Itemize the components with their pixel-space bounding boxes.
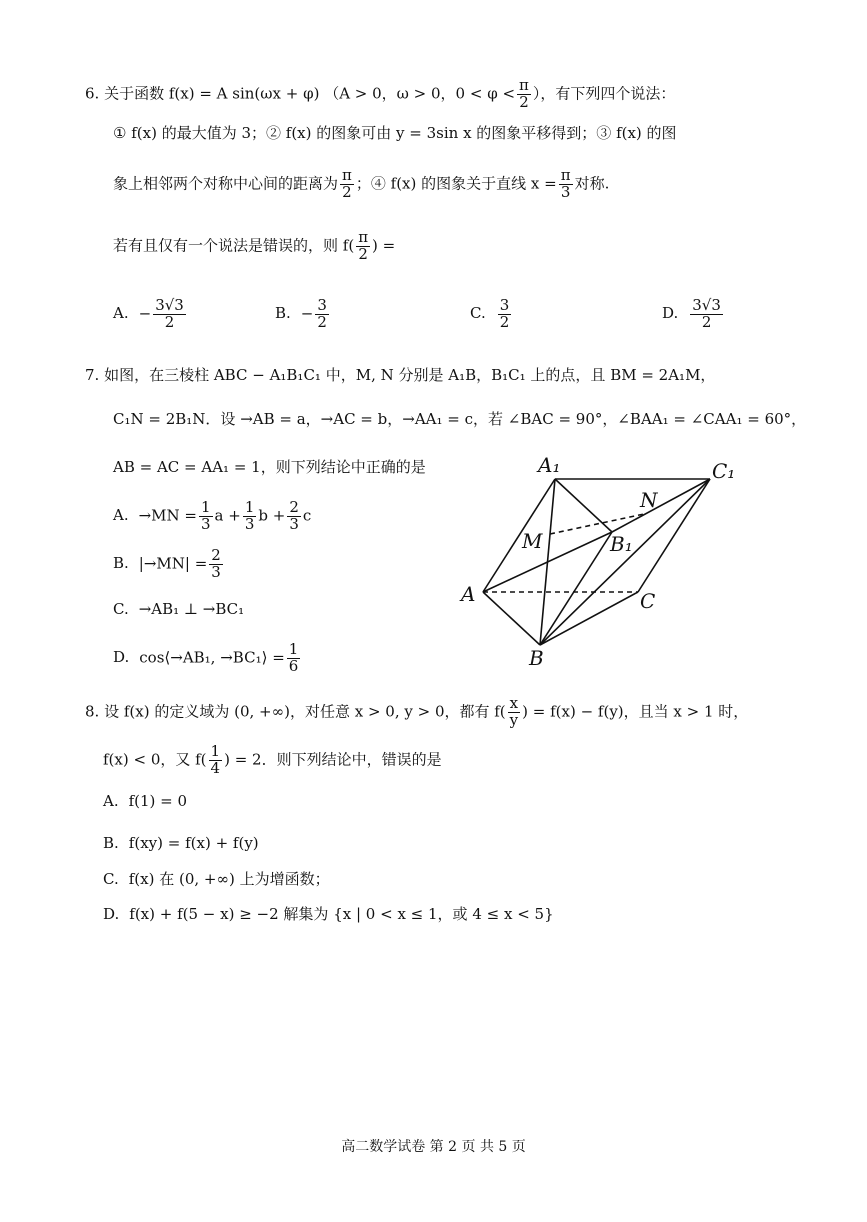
label-a1: A₁ xyxy=(538,453,561,477)
q8-stem-line1: 8. 设 f(x) 的定义域为 (0, +∞)，对任意 x > 0, y > 0，都有 f( $\frac{x}{y}$ ) = f(x) − f(y)，且当 x > 1 时， xyxy=(85,694,749,729)
q7-option-c: C. →AB₁ ⊥ →BC₁ xyxy=(113,600,245,618)
q7-option-b: B. |→MN| = $\frac{2}{3}$ xyxy=(113,546,221,581)
q6-stem-fraction: $\frac{\pi}{2}$ xyxy=(519,76,529,111)
q7-stem-line3: AB = AC = AA₁ = 1，则下列结论中正确的是 xyxy=(113,458,426,476)
label-a: A xyxy=(461,582,476,606)
label-m: M xyxy=(522,529,543,553)
q8-option-c: C. f(x) 在 (0, +∞) 上为增函数； xyxy=(103,870,330,888)
q6-option-a: A. − $\frac{3√3}{2}$ xyxy=(113,296,184,331)
q6-question-fraction: $\frac{\pi}{2}$ xyxy=(358,228,369,263)
q8-option-b: B. f(xy) = f(x) + f(y) xyxy=(103,834,259,852)
q8-option-a: A. f(1) = 0 xyxy=(103,792,188,810)
q6-option-d: D. $\frac{3√3}{2}$ xyxy=(662,296,721,331)
label-b1: B₁ xyxy=(610,532,633,556)
q8-option-d: D. f(x) + f(5 − x) ≥ −2 解集为 {x | 0 < x ≤ 1，或 4 ≤ x < 5} xyxy=(103,905,554,923)
q6-option-c: C. $\frac{3}{2}$ xyxy=(470,296,510,331)
label-b: B xyxy=(529,646,544,670)
q6-stem: 6. 关于函数 f(x) = A sin(ωx + φ) （A > 0，ω > 0，0 < φ < $\frac{\pi}{2}$ ），有下列四个说法： xyxy=(85,76,676,111)
q6-line3-fraction: $\frac{\pi}{2}$ xyxy=(342,166,352,201)
q6-question: 若有且仅有一个说法是错误的，则 f( $\frac{\pi}{2}$ ) = xyxy=(113,228,396,263)
label-n: N xyxy=(640,488,658,512)
q6-statements-line2: 象上相邻两个对称中心间的距离为 $\frac{\pi}{2}$ ；④ f(x) 的图象关于直线 x = $\frac{\pi}{3}$ 对称. xyxy=(113,166,610,201)
label-c: C xyxy=(640,589,656,613)
label-c1: C₁ xyxy=(712,459,736,483)
q6-option-b: B. − $\frac{3}{2}$ xyxy=(275,296,327,331)
q7-option-a: A. →MN = $\frac{1}{3}$ a + $\frac{1}{3}$ b + $\frac{2}{3}$ c xyxy=(113,498,312,533)
q7-stem-line1: 7. 如图，在三棱柱 ABC − A₁B₁C₁ 中，M, N 分别是 A₁B，B₁C₁ 上的点，且 BM = 2A₁M， xyxy=(85,366,716,384)
q6-line3-fraction2: $\frac{\pi}{3}$ xyxy=(560,166,571,201)
q8-stem-line2: f(x) < 0，又 f( $\frac{1}{4}$ ) = 2．则下列结论中，错误的是 xyxy=(103,742,442,777)
q6-statements-line1: ① f(x) 的最大值为 3；② f(x) 的图象可由 y = 3sin x 的图象平移得到；③ f(x) 的图 xyxy=(113,124,677,142)
q7-stem-line2: C₁N = 2B₁N．设 →AB = a，→AC = b，→AA₁ = c，若 ∠BAC = 90°，∠BAA₁ = ∠CAA₁ = 60°， xyxy=(113,410,807,428)
page-footer: 高二数学试卷 第 2 页 共 5 页 xyxy=(341,1139,526,1155)
q7-option-d: D. cos⟨→AB₁, →BC₁⟩ = $\frac{1}{6}$ xyxy=(113,640,299,675)
